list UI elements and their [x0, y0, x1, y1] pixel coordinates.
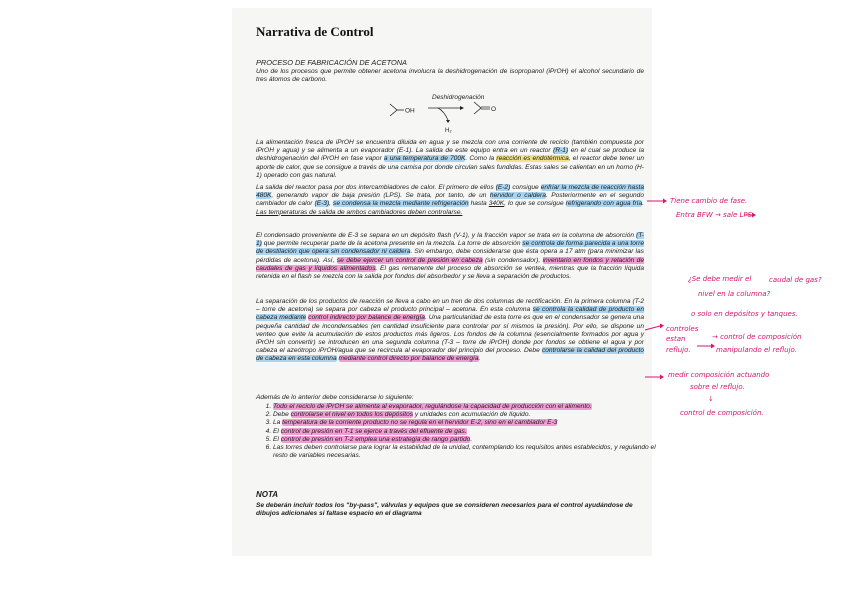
reaction-label: Deshidrogenación: [432, 94, 485, 101]
annotation-note: manipulando el reflujo.: [716, 346, 798, 354]
annotation-note: ↓: [708, 395, 714, 403]
section-title: PROCESO DE FABRICACIÓN DE ACETONA: [256, 58, 407, 67]
annotation-note: reflujo.: [666, 346, 691, 354]
annotation-note: estan: [666, 335, 686, 343]
hydroxyl-group: OH: [405, 107, 415, 115]
annotation-note: sobre el reflujo.: [690, 383, 745, 391]
paragraph-feed: La alimentación fresca de iPrOH se encuentra diluida en agua y se mezcla con una corriente de reciclo (también compuesta por iPrOH y agua) y se alimenta a un evaporador (E-1). La salida de este equipo entra en un reactor (R-1) en el cual se produce la deshidrogenación del iPrOH en fase vapor a una temperatura de 700K. Como la reacción es endotérmica, el reactor debe tener un aporte de calor, que se consigue a través de una camisa por donde circulan sales fundidas. Estas sales se calientan en un horno (H-1) operado con gas natural.: [256, 139, 645, 179]
note-text: Se deberán incluir todos los "by-pass", válvulas y equipos que se consideren necesarios para el control ayudándose de dibujos adicionales si faltase espacio en el diagrama: [256, 502, 633, 518]
paragraph-absorber: El condensado proveniente de E-3 se separa en un depósito flash (V-1), y la fracción vapor se trata en la columna de absorción (T-1) que permite recuperar parte de la acetona presente en la mezcla. La torre de absorción se controla de forma parecida a una torre de destilación que opera sin condensador ni caldera. Sin embargo, debe considerarse que ésta opera a 17 atm (para minimizar las pérdidas de acetona). Así, se debe ejercer un control de presión en cabeza (sin condensador), inventario en fondos y relación de caudales de gas y líquidos alimentados. El gas remanente del proceso de absorción se ventea, mientras que la fracción líquida retenida en el flash se mezcla con la salida por fondos del absorbedor y se lleva a separación de productos.: [256, 232, 645, 281]
carbonyl-oxygen: O: [491, 106, 497, 113]
annotation-note: controles: [666, 325, 699, 333]
paragraph-columns: La separación de los productos de reacción se lleva a cabo en un tren de dos columnas de rectificación. En la primera columna (T-2 – torre de acetona) se separa por cabeza el producto principal – acetona. En esta columna se controla la calidad de producto en cabeza mediante control indirecto por balance de energía. Una particularidad de esta torre es que en el condensador se genera una pequeña cantidad de incondensables (en cantidad insuficiente para controlar por sí mismos la presión). Por ello, se dispone un venteo que evite la acumulación de estos productos más ligeros. Los fondos de la columna (esencialmente formados por agua y iPrOH sin convertir) se introducen en una segunda columna (T-3 – torre de iPrOH) donde por fondos se obtiene el agua y por cabeza el azeótropo iPrOH/agua que se recircula al evaporador del principio del proceso. Debe controlarse la calidad del producto de cabeza en esta columna mediante control directo por balance de energía.: [256, 298, 644, 363]
requirement-item: 6. Las torres deben controlarse para lograr la estabilidad de la unidad, contemplando los requisitos antes establecidos, y regulando el resto de variables necesarias.: [273, 444, 661, 460]
requirement-item: 4. El control de presión en T-1 se ejerce a través del efluente de gas.: [273, 428, 661, 436]
arrow-t2: [645, 326, 660, 330]
intro-paragraph: Uno de los procesos que permite obtener acetona involucra la deshidrogenación de isopropanol (iPrOH) el alcohol secundario de tres átomos de carbono.: [256, 68, 644, 84]
requirements-intro: Además de lo anterior debe considerarse lo siguiente:: [256, 394, 414, 401]
annotation-note: caudal de gas?: [769, 276, 822, 284]
annotation-note: medir composición actuando: [668, 371, 770, 379]
requirement-item: 2. Debe controlarse el nivel en todos los depósitos y unidades con acumulación de líquido.: [273, 411, 661, 419]
requirement-item: 3. La temperatura de la corriente producto no se regula en el hervidor E-2, sino en el cambiador E-3: [273, 419, 661, 427]
annotation-note: o solo en depósitos y tanques.: [691, 310, 798, 318]
document-title: Narrativa de Control: [256, 24, 374, 39]
annotation-note: ¿Se debe medir el: [688, 275, 752, 283]
paragraph-exchangers: La salida del reactor pasa por dos intercambiadores de calor. El primero de ellos (E-2) consigue enfriar la mezcla de reacción hasta 480K, generando vapor de baja presión (LPS). Se trata, por tanto, de un hervidor o caldera. Posteriormente en el segundo cambiador de calor (E-3), se condensa la mezcla mediante refrigeración hasta 340K, lo que se consigue refrigerando con agua fría. Las temperaturas de salida de ambos cambiadores deben controlarse.: [256, 184, 644, 216]
requirement-item: 5. El control de presión en T-2 emplea una estrategia de rango partido.: [273, 436, 661, 444]
note-heading: NOTA: [256, 490, 279, 499]
annotation-note: Tiene cambio de fase.: [670, 197, 748, 205]
requirement-item: 1. Todo el reciclo de iPrOH se alimenta al evaporador, regulándose la capacidad de producción con el alimento.: [273, 403, 661, 411]
byproduct-h2: H₂: [445, 128, 452, 134]
annotation-note: control de composición.: [680, 409, 764, 417]
annotation-note: nivel en la columna?: [698, 290, 771, 298]
annotation-note: → control de composición: [712, 333, 802, 341]
annotation-note: Entra BFW → sale LPS: [676, 211, 753, 219]
